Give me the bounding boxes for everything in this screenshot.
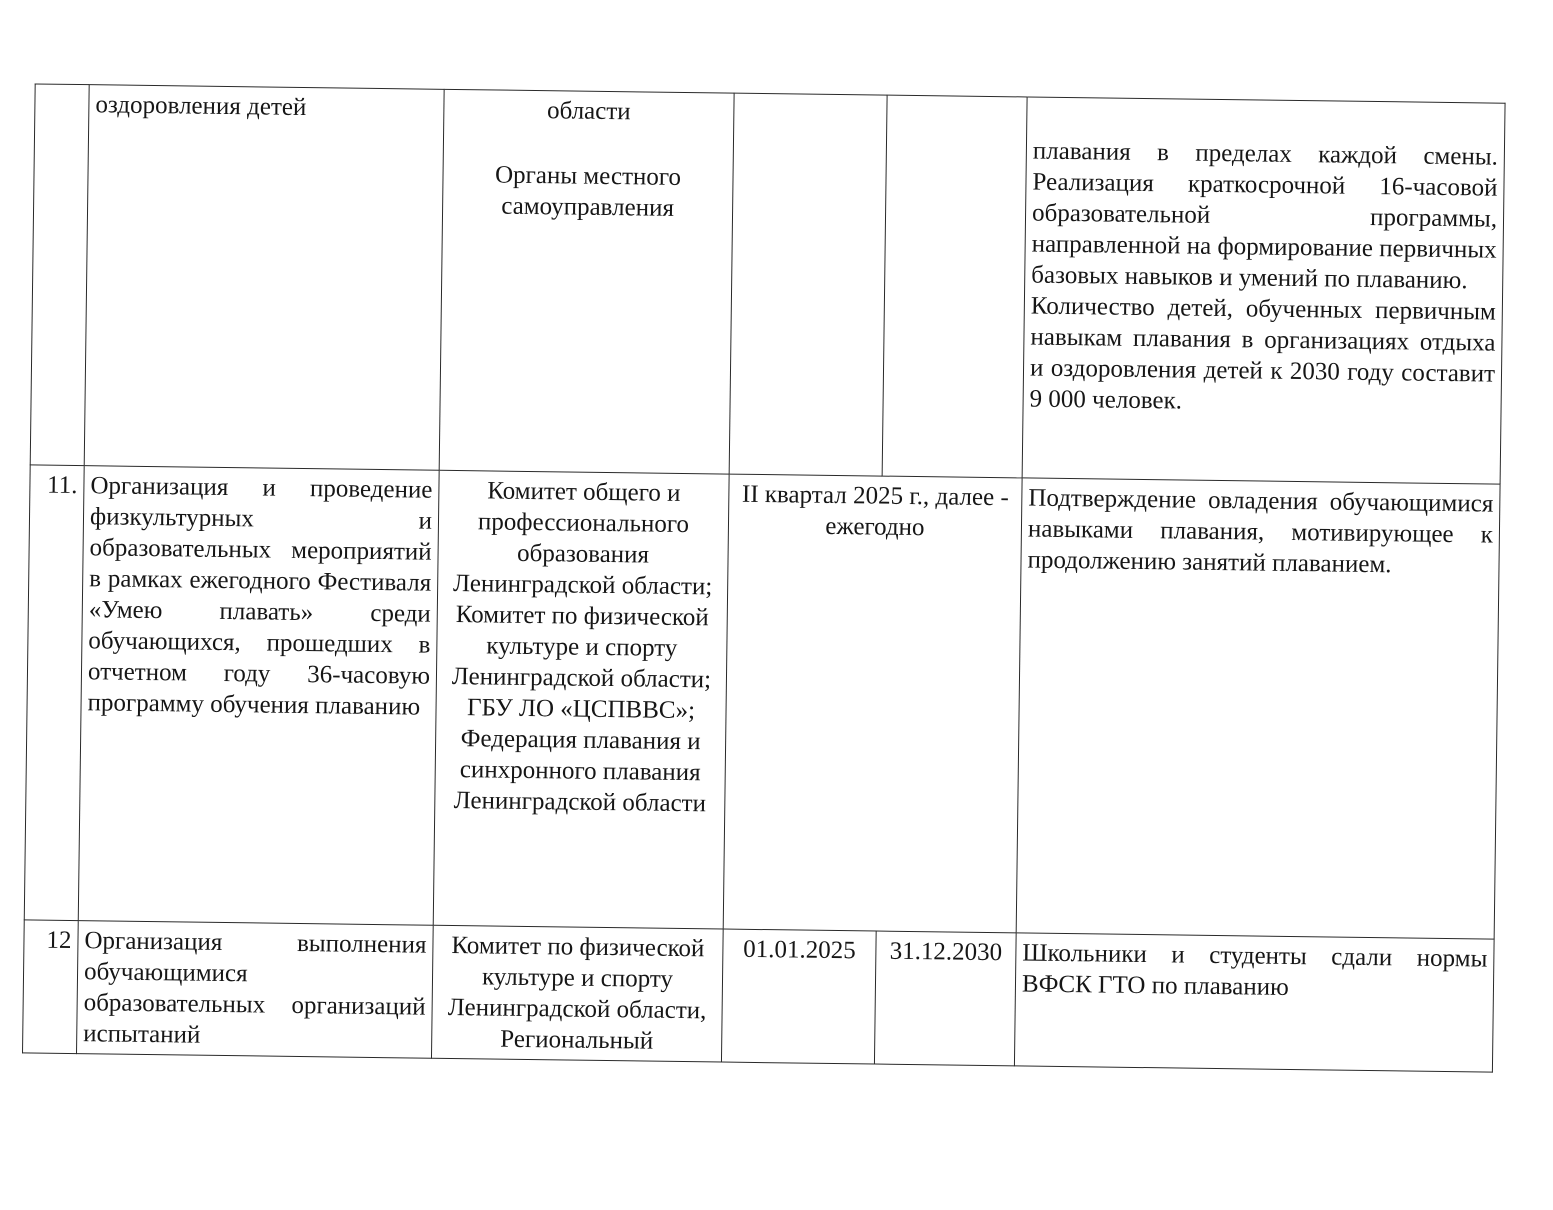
result-cell	[1016, 478, 1500, 939]
period-text: II квартал 2025 г., далее - ежегодно	[741, 480, 1009, 542]
result-cell	[1022, 97, 1505, 484]
executor-line: Комитет общего и профессионального образования Ленинградской области;	[452, 477, 713, 601]
row-number-cell: 12	[23, 920, 79, 1054]
end-date-cell: 31.12.2030	[874, 931, 1016, 1066]
executors-cell	[431, 925, 723, 1062]
executors-cell	[439, 89, 734, 474]
activities-table	[22, 83, 1506, 1072]
result-paragraph: Школьники и студенты сдали нормы ВФСК ГТО по плаванию	[1021, 939, 1488, 1001]
executor-line: Комитет по физической культуре и спорту Ленинградской области;	[451, 601, 712, 694]
start-date-cell	[729, 93, 887, 476]
executor-line: Федерация плавания и синхронного плавания Ленинградской области	[453, 725, 707, 818]
executor-line: Комитет по физической культуре и спорту Ленинградской области, Региональный	[447, 931, 707, 1055]
result-paragraph: плавания в пределах каждой смены. Реализация краткосрочной 16-часовой образовательной программы, направленной на формирование первичных базовых навыков и умений по плаванию.	[1031, 137, 1499, 295]
result-paragraph: Подтверждение овладения обучающимися навыками плавания, мотивирующее к продолжению занятий плаванием.	[1027, 484, 1494, 579]
table-row	[23, 920, 1495, 1072]
end-date-cell	[882, 95, 1027, 478]
row-number-cell	[30, 84, 89, 466]
activity-text: Организация выполнения обучающимися образовательных организаций испытаний	[83, 927, 427, 1049]
activity-text: оздоровления детей	[95, 91, 307, 122]
period-cell	[723, 474, 1022, 933]
table-row	[24, 465, 1500, 939]
table-row	[30, 84, 1505, 484]
start-date-cell: 01.01.2025	[721, 929, 876, 1064]
executor-line: области	[546, 97, 631, 126]
executors-cell	[433, 470, 729, 929]
activity-cell	[78, 466, 439, 926]
row-number-cell: 11.	[24, 465, 84, 921]
activity-text: Организация и проведение физкультурных и образовательных мероприятий в рамках ежегодного Фестиваля «Умею плавать» среди обучающихся, прошедших в отчетном году 36-часовую программу обучения плаванию	[87, 472, 433, 721]
activity-cell	[77, 921, 434, 1059]
executor-line: ГБУ ЛО «ЦСПВВС»;	[466, 694, 696, 725]
activity-cell	[84, 85, 444, 471]
result-cell	[1014, 933, 1494, 1072]
result-paragraph: Количество детей, обученных первичным навыкам плавания в организациях отдыха и оздоровления детей к 2030 году составит 9 000 человек.	[1029, 292, 1497, 415]
executor-line: Органы местного самоуправления	[494, 161, 682, 222]
